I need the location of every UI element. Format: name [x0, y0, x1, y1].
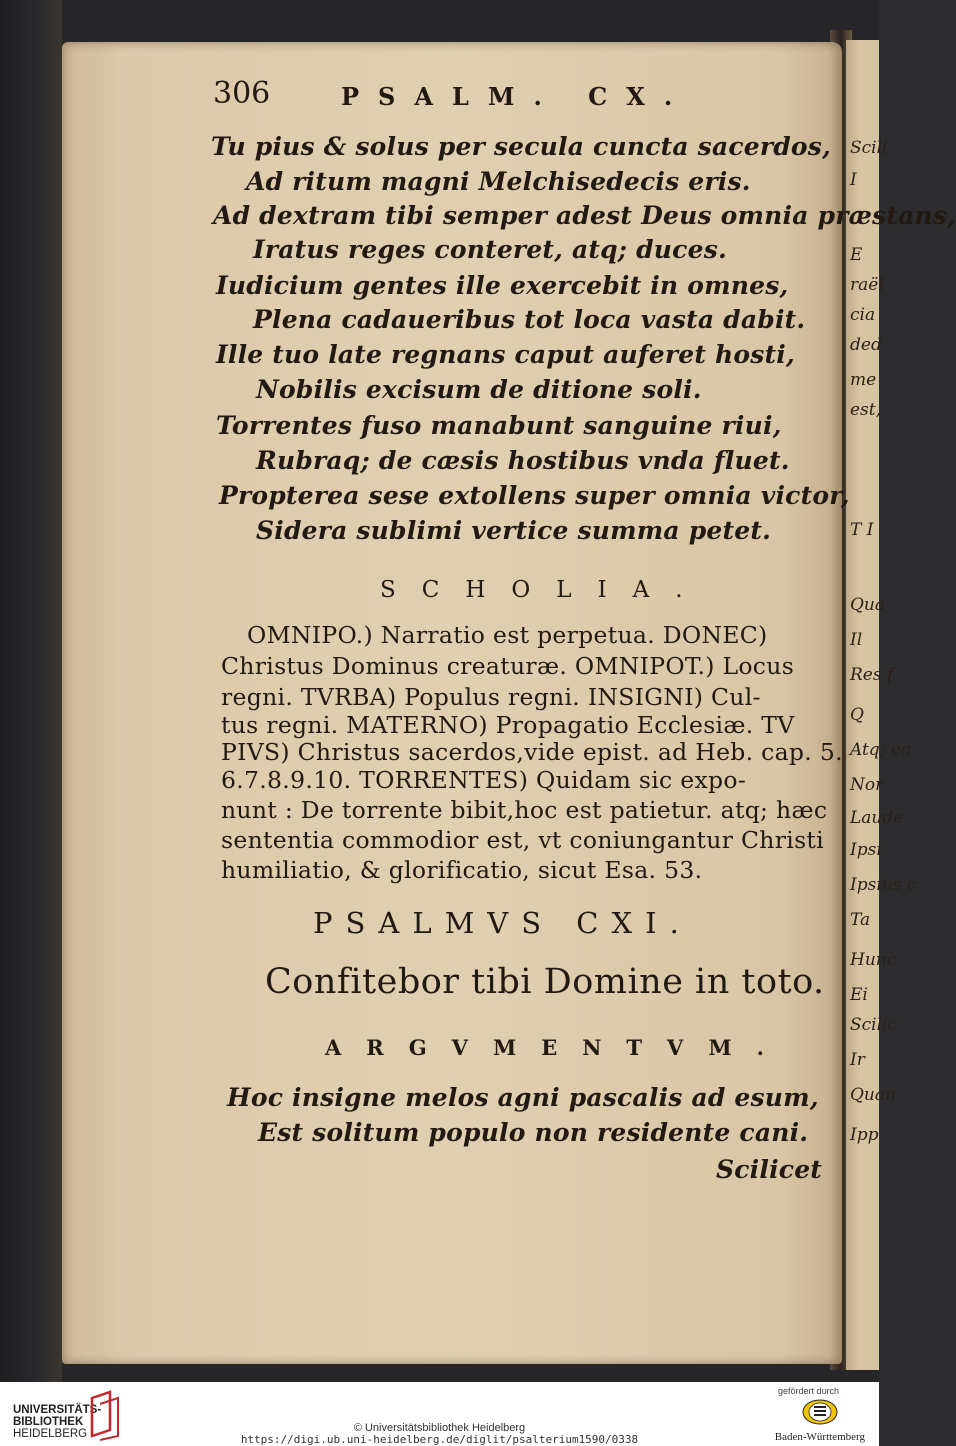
funder-name: Baden-Württemberg [774, 1431, 865, 1443]
scholia-line: regni. TVRBA) Populus regni. INSIGNI) Cul- [221, 683, 761, 711]
page-url[interactable]: https://digi.ub.uni-heidelberg.de/diglit/psalterium1590/0338 [240, 1433, 639, 1446]
facing-page-fragment: Q [850, 705, 864, 725]
facing-page-fragment: Il [850, 630, 863, 650]
facing-page-fragment: T I [850, 520, 874, 540]
facing-page-fragment: Quan [850, 1085, 896, 1105]
facing-page-fragment: raël [850, 275, 884, 295]
facing-page-fragment: cia [850, 305, 876, 325]
verse-line: Ad ritum magni Melchisedecis eris. [246, 167, 751, 196]
facing-page-fragment: E [850, 245, 863, 265]
verse-line: Ille tuo late regnans caput auferet hosti, [216, 340, 795, 369]
verse-line: Torrentes fuso manabunt sanguine riui, [216, 411, 782, 440]
scholia-line: Christus Dominus creaturæ. OMNIPOT.) Locus [221, 652, 795, 680]
argument-line: Hoc insigne melos agni pascalis ad esum, [227, 1083, 819, 1112]
verse-line: Iratus reges conteret, atq; duces. [253, 235, 727, 264]
facing-page-fragment: ded [850, 335, 882, 355]
facing-page-fragment: Ipsi [850, 840, 882, 860]
scholia-line: 6.7.8.9.10. TORRENTES) Quidam sic expo- [221, 766, 747, 794]
facing-page-fragment: I [850, 170, 857, 190]
facing-page-fragment: Nor [850, 775, 884, 795]
facing-page-fragment: Ipsius c [850, 875, 917, 895]
scholia-line: sententia commodior est, vt coniungantur Christi [221, 826, 824, 854]
running-title: PSALM. CX. [341, 82, 692, 111]
argument-line: Est solitum populo non residente cani. [258, 1118, 809, 1147]
verse-line: Iudicium gentes ille exercebit in omnes, [216, 271, 789, 300]
psalm-incipit: Confitebor tibi Domine in toto. [265, 962, 825, 1002]
verse-line: Rubraq; de cæsis hostibus vnda fluet. [256, 446, 790, 475]
argument-heading: ARGVMENTVM. [325, 1035, 789, 1060]
scholia-line: humiliatio, & glorificatio, sicut Esa. 53. [221, 856, 703, 884]
verse-line: Plena cadaueribus tot loca vasta dabit. [253, 305, 806, 334]
facing-page-fragment: Laude [850, 808, 904, 828]
scholia-heading: SCHOLIA. [380, 577, 709, 603]
scholia-line: nunt : De torrente bibit,hoc est patietur. atq; hæc [221, 796, 828, 824]
facing-page-fragment: Ipp [850, 1125, 879, 1145]
facing-page-fragment: me [850, 370, 877, 390]
psalm-heading: PSALMVS CXI. [313, 906, 692, 940]
verse-line: Propterea sese extollens super omnia victor, [219, 481, 850, 510]
library-logo-line: HEIDELBERG [13, 1428, 88, 1440]
facing-page-fragment: Hunc [850, 950, 897, 970]
library-logo-line: BIBLIOTHEK [13, 1416, 84, 1428]
facing-page-fragment: Atq; ea [850, 740, 912, 760]
facing-page-edge [846, 40, 917, 1370]
facing-page-fragment: Ei [850, 985, 868, 1005]
copyright-text: © Universitätsbibliothek Heidelberg [353, 1422, 526, 1434]
facing-page-fragment: Scili [850, 138, 888, 158]
facing-page-fragment: est, [850, 400, 882, 420]
facing-page-fragment: Qua [850, 595, 886, 615]
catchword: Scilicet [716, 1155, 823, 1184]
verse-line: Sidera sublimi vertice summa petet. [256, 516, 772, 545]
funded-by-label: gefördert durch [777, 1386, 839, 1396]
scholia-line: tus regni. MATERNO) Propagatio Ecclesiæ. TV [221, 711, 795, 739]
facing-page-fragment: Scilic [850, 1015, 897, 1035]
verse-line: Tu pius & solus per secula cuncta sacerdos, [211, 132, 831, 161]
book-cover-edge [0, 0, 62, 1382]
page-header [213, 76, 692, 111]
verse-line: Nobilis excisum de ditione soli. [256, 375, 702, 404]
scholia-line: PIVS) Christus sacerdos,vide epist. ad Heb. cap. 5. [221, 738, 843, 766]
facing-page-fragment: Ta [850, 910, 871, 930]
page-number: 306 [213, 76, 271, 111]
library-logo-line: UNIVERSITÄTS- [13, 1404, 102, 1416]
facing-page-fragment: Ir [850, 1050, 865, 1070]
scholia-line: OMNIPO.) Narratio est perpetua. DONEC) [247, 621, 768, 649]
facing-page-fragment: Res f [850, 665, 894, 685]
verse-line: Ad dextram tibi semper adest Deus omnia præstans, [213, 201, 956, 230]
state-crest-icon[interactable] [801, 1398, 839, 1426]
